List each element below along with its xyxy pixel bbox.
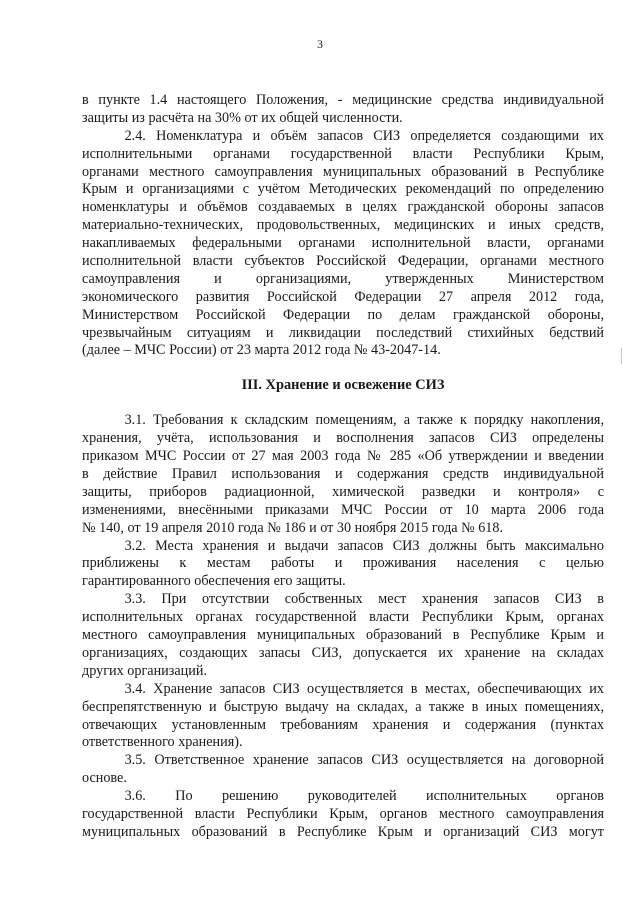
text-line: исполнительными органами государственной власти Республики Крым, — [82, 145, 604, 162]
text-line: 3.5. Ответственное хранение запасов СИЗ осуществляется на договорной — [82, 752, 604, 769]
page-number: 3 — [317, 37, 323, 51]
text-line: чрезвычайным ситуациям и ликвидации последствий стихийных бедствий — [82, 324, 604, 341]
text-line: экономического развития Российской Федерации 27 апреля 2012 года, — [82, 288, 604, 305]
text-line: организациях, создающих запасы СИЗ, допускается их хранение на складах — [82, 644, 604, 661]
text-line: № 140, от 19 апреля 2010 года № 186 и от 30 ноября 2015 года № 618. — [82, 519, 504, 536]
text-line: защиты из расчёта на 30% от их общей численности. — [82, 109, 403, 126]
text-line: номенклатуры и объёмов создаваемых в целях гражданской обороны запасов — [82, 199, 604, 216]
text-line: исполнительной власти субъектов Российской Федерации, органами местного — [82, 253, 604, 270]
text-line: исполнительных органах государственной власти Республики Крым, органах — [82, 609, 604, 626]
section-heading: III. Хранение и освежение СИЗ — [241, 377, 445, 394]
text-line: Министерством Российской Федерации по делам гражданской обороны, — [82, 306, 604, 323]
text-line: изменениями, внесёнными приказами МЧС России от 10 марта 2006 года — [82, 501, 604, 518]
text-line: других организаций. — [82, 662, 207, 679]
text-line: гарантированного обеспечения его защиты. — [82, 573, 346, 590]
text-line: 2.4. Номенклатура и объём запасов СИЗ определяется создающими их — [82, 127, 604, 144]
section-2-paragraphs — [82, 92, 604, 360]
text-line: 3.6. По решению руководителей исполнительных органов — [82, 788, 604, 805]
section-3-paragraphs — [82, 412, 604, 841]
text-line: приближены к местам работы и проживания населения с целью — [82, 555, 604, 572]
text-line: самоуправления и организациями, утвержденных Министерством — [82, 270, 604, 287]
text-line: 3.1. Требования к складским помещениям, а также к порядку накопления, — [82, 412, 604, 429]
text-line: (далее – МЧС России) от 23 марта 2012 года № 43-2047-14. — [82, 342, 441, 359]
text-line: основе. — [82, 770, 127, 787]
text-line: отвечающих установленным требованиям хранения и содержания (пунктах — [82, 716, 604, 733]
text-line: 3.3. При отсутствии собственных мест хранения запасов СИЗ в — [82, 591, 604, 608]
text-line: 3.4. Хранение запасов СИЗ осуществляется в местах, обеспечивающих их — [82, 680, 604, 697]
text-line: органами местного самоуправления муниципальных образований в Республике — [82, 163, 604, 180]
text-line: материально-технических, продовольственных, медицинских и иных средств, — [82, 217, 604, 234]
document-body — [82, 92, 604, 842]
text-line: в действие Правил использования и содержания средств индивидуальной — [82, 466, 604, 483]
text-line: хранения, учёта, использования и восполнения запасов СИЗ определены — [82, 430, 604, 447]
text-line: в пункте 1.4 настоящего Положения, - медицинские средства индивидуальной — [82, 92, 604, 108]
text-line: беспрепятственную и быструю выдачу на складах, а также в иных помещениях, — [82, 698, 604, 715]
text-line: Крым и организациями с учётом Методических рекомендаций по определению — [82, 181, 604, 198]
text-line: муниципальных образований в Республике Крым и организаций СИЗ могут — [82, 823, 604, 840]
text-line: защиты, приборов радиационной, химической разведки и контроля» с — [82, 483, 604, 500]
text-line: приказом МЧС России от 27 мая 2003 года № 285 «Об утверждении и введении — [82, 448, 604, 465]
text-line: ответственного хранения). — [82, 734, 243, 751]
text-line: государственной власти Республики Крым, органов местного самоуправления — [82, 805, 604, 822]
text-line: накапливаемых федеральными органами исполнительной власти, органами — [82, 235, 604, 252]
text-line: местного самоуправления муниципальных образований в Республике Крым и — [82, 627, 604, 644]
scan-margin-mark — [621, 348, 622, 364]
text-line: 3.2. Места хранения и выдачи запасов СИЗ должны быть максимально — [82, 537, 604, 554]
